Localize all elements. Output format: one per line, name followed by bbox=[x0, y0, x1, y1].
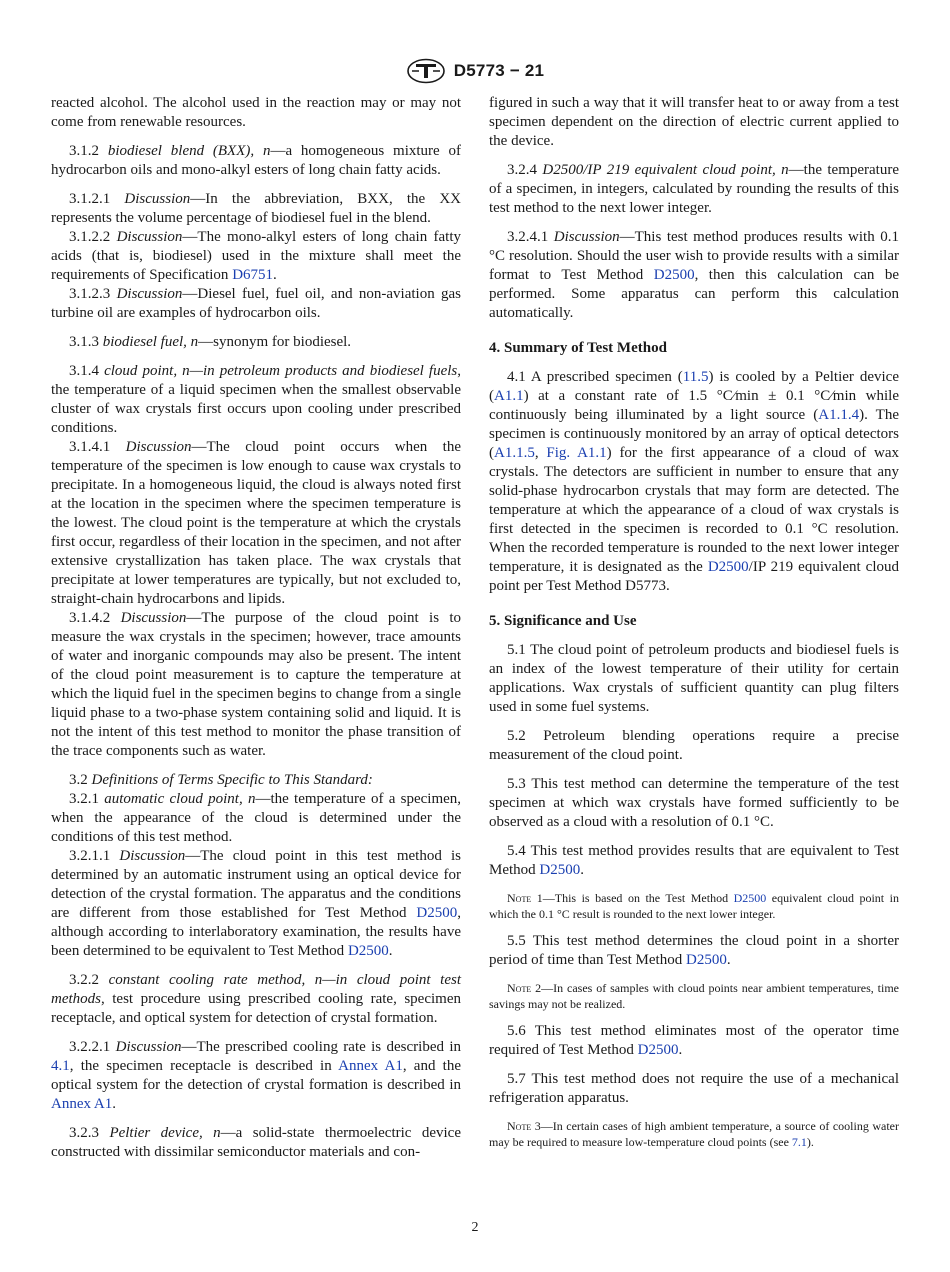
paragraph-3-2-2-1: 3.2.2.1 Discussion—The prescribed cooling rate is described in 4.1, the specimen receptacle is described in Annex A1, and the optical system for the detection of crystal formation is described in Annex A1. bbox=[51, 1039, 462, 1112]
paragraph-5-4: 5.4 This test method provides results that are equivalent to Test Method D2500. bbox=[489, 843, 900, 878]
ref-link-d2500[interactable]: D2500 bbox=[539, 862, 581, 878]
document-id: D5773 − 21 bbox=[453, 61, 545, 80]
paragraph-3-2-4-1: 3.2.4.1 Discussion—This test method produces results with 0.1 °C resolution. Should the user wish to provide results with a similar format to Test Method D2500, then this calculation can be performed. Some apparatus can perform this calculation automatically. bbox=[489, 229, 900, 321]
paragraph-5-5: 5.5 This test method determines the cloud point in a shorter period of time than Test Method D2500. bbox=[489, 933, 900, 968]
paragraph-3-1-2: 3.1.2 biodiesel blend (BXX), n—a homogeneous mixture of hydrocarbon oils and mono-alkyl esters of long chain fatty acids. bbox=[51, 143, 461, 178]
paragraph-4-1: 4.1 A prescribed specimen (11.5) is cooled by a Peltier device (A1.1) at a constant rate of 1.5 °C⁄min ± 0.1 °C⁄min while continuously being illuminated by a light source (A1.1.4). The specimen is continuously monitored by an array of optical detectors (A1.1.5, Fig. A1.1) for the first appearance of a cloud of wax crystals. The detectors are sufficient in number to ensure that any solid-phase hydrocarbon crystals that may form are detected. The temperature at which the appearance of a cloud of wax crystals is first detected in the specimen is recorded to 0.1 °C resolution. When the recorded temperature is rounded to the next lower integer temperature, it is designated as the D2500/IP 219 equivalent cloud point per Test Method D5773. bbox=[489, 369, 900, 594]
section-heading-5: 5. Significance and Use bbox=[489, 613, 637, 629]
ref-link-d2500[interactable]: D2500 bbox=[653, 267, 695, 283]
ref-link-d6751[interactable]: D6751 bbox=[232, 267, 274, 283]
ref-link-d2500[interactable]: D2500 bbox=[733, 891, 767, 905]
ref-link-7-1[interactable]: 7.1 bbox=[791, 1135, 807, 1149]
ref-link-a1-1-5[interactable]: A1.1.5 bbox=[494, 445, 535, 461]
ref-link-d2500[interactable]: D2500 bbox=[707, 559, 749, 575]
paragraph-3-1-4-2: 3.1.4.2 Discussion—The purpose of the cloud point is to measure the wax crystals in the specimen; however, trace amounts of water and inorganic compounds may also be present. The intent of the cloud point measurement is to capture the temperature at which the liquid fuel in the specimen begins to change from a single liquid phase to a two-phase system containing solid and liquid. It is not the intent of this test method to monitor the phase transition of the trace components such as water. bbox=[51, 610, 462, 759]
left-column bbox=[51, 94, 461, 1162]
paragraph: figured in such a way that it will transfer heat to or away from a test specimen dependent on the direction of electric current applied to the device. bbox=[489, 95, 899, 149]
paragraph-5-7: 5.7 This test method does not require the use of a mechanical refrigeration apparatus. bbox=[489, 1071, 900, 1106]
paragraph-5-1: 5.1 The cloud point of petroleum products and biodiesel fuels is an index of the lowest temperature of their utility for certain applications. Wax crystals of sufficient quantity can plug filters used in some fuel systems. bbox=[489, 642, 899, 715]
astm-logo-icon bbox=[406, 58, 446, 84]
paragraph: reacted alcohol. The alcohol used in the reaction may or may not come from renewable resources. bbox=[51, 95, 461, 130]
ref-link-d2500[interactable]: D2500 bbox=[347, 943, 389, 959]
paragraph-3-2-2: 3.2.2 constant cooling rate method, n—in cloud point test methods, test procedure using prescribed cooling rate, specimen receptacle, and optical system for detection of crystal formation. bbox=[51, 972, 461, 1026]
paragraph-3-1-4-1: 3.1.4.1 Discussion—The cloud point occurs when the temperature of the specimen is low enough to cause wax crystals to precipitate. In a homogeneous liquid, the cloud is always noted first at the location in the specimen where the specimen temperature is the lowest. The cloud point is the temperature at which the crystals first occur, regardless of their location in the specimen, and not after extensive crystallization has taken place. The wax crystals that precipitate at lower temperatures are typically, but not excluded to, straight-chain hydrocarbons and lipids. bbox=[51, 439, 462, 607]
ref-link-d2500[interactable]: D2500 bbox=[685, 952, 727, 968]
note-3: Note 3—In certain cases of high ambient temperature, a source of cooling water may be required to measure low-temperature cloud points (see 7.1). bbox=[489, 1119, 900, 1149]
paragraph-3-2-1-1: 3.2.1.1 Discussion—The cloud point in this test method is determined by an automatic instrument using an optical device for detection of the crystal formation. The apparatus and the conditions are different from those established for Test Method D2500, although according to interlaboratory examination, the results have been determined to be equivalent to Test Method D2500. bbox=[51, 848, 461, 959]
paragraph-3-1-3: 3.1.3 biodiesel fuel, n—synonym for biodiesel. bbox=[69, 334, 352, 350]
paragraph-3-1-2-1: 3.1.2.1 Discussion—In the abbreviation, BXX, the XX represents the volume percentage of biodiesel fuel in the blend. bbox=[51, 191, 462, 226]
paragraph-3-1-2-3: 3.1.2.3 Discussion—Diesel fuel, fuel oil, and non-aviation gas turbine oil are examples of hydrocarbon oils. bbox=[51, 286, 462, 321]
paragraph-3-2-3: 3.2.3 Peltier device, n—a solid-state thermoelectric device constructed with dissimilar semiconductor materials and con- bbox=[51, 1125, 461, 1160]
paragraph-5-6: 5.6 This test method eliminates most of the operator time required of Test Method D2500. bbox=[489, 1023, 900, 1058]
paragraph-5-2: 5.2 Petroleum blending operations require a precise measurement of the cloud point. bbox=[489, 728, 899, 763]
note-1: Note 1—This is based on the Test Method D2500 equivalent cloud point in which the 0.1 °C result is rounded to the next lower integer. bbox=[489, 891, 899, 921]
ref-link-annex-a1[interactable]: Annex A1 bbox=[51, 1096, 113, 1112]
paragraph-3-1-4: 3.1.4 cloud point, n—in petroleum products and biodiesel fuels, the temperature of a liquid specimen when the smallest observable cluster of wax crystals first occurs upon cooling under prescribed conditions. bbox=[51, 363, 462, 436]
page-number: 2 bbox=[471, 1220, 479, 1235]
right-column bbox=[489, 94, 899, 1160]
paragraph-3-2-4: 3.2.4 D2500/IP 219 equivalent cloud point, n—the temperature of a specimen, in integers, calculated by rounding the results of this test method to the next lower integer. bbox=[489, 162, 900, 216]
ref-link-4-1[interactable]: 4.1 bbox=[51, 1058, 70, 1074]
ref-link-a1-1[interactable]: A1.1 bbox=[494, 388, 524, 404]
note-2: Note 2—In cases of samples with cloud points near ambient temperatures, time savings may not be realized. bbox=[489, 981, 900, 1011]
ref-link-a1-1-4[interactable]: A1.1.4 bbox=[818, 407, 860, 423]
ref-link-d2500[interactable]: D2500 bbox=[637, 1042, 679, 1058]
page-header bbox=[0, 56, 950, 86]
paragraph-3-1-2-2: 3.1.2.2 Discussion—The mono-alkyl esters of long chain fatty acids (that is, biodiesel) used in the mixture shall meet the requirements of Specification D6751. bbox=[51, 229, 462, 283]
ref-link-11-5[interactable]: 11.5 bbox=[682, 369, 709, 385]
ref-link-d2500[interactable]: D2500 bbox=[416, 905, 458, 921]
paragraph-3-2: 3.2 Definitions of Terms Specific to This Standard: bbox=[69, 772, 373, 788]
section-heading-4: 4. Summary of Test Method bbox=[489, 340, 667, 356]
paragraph-3-2-1: 3.2.1 automatic cloud point, n—the temperature of a specimen, when the appearance of the cloud is determined under the conditions of this test method. bbox=[51, 791, 462, 845]
ref-link-fig-a1-1[interactable]: Fig. A1.1 bbox=[546, 445, 607, 461]
paragraph-5-3: 5.3 This test method can determine the temperature of the test specimen at which wax crystals have formed sufficiently to be observed as a cloud with a resolution of 0.1 °C. bbox=[489, 776, 899, 830]
ref-link-annex-a1[interactable]: Annex A1 bbox=[338, 1058, 403, 1074]
